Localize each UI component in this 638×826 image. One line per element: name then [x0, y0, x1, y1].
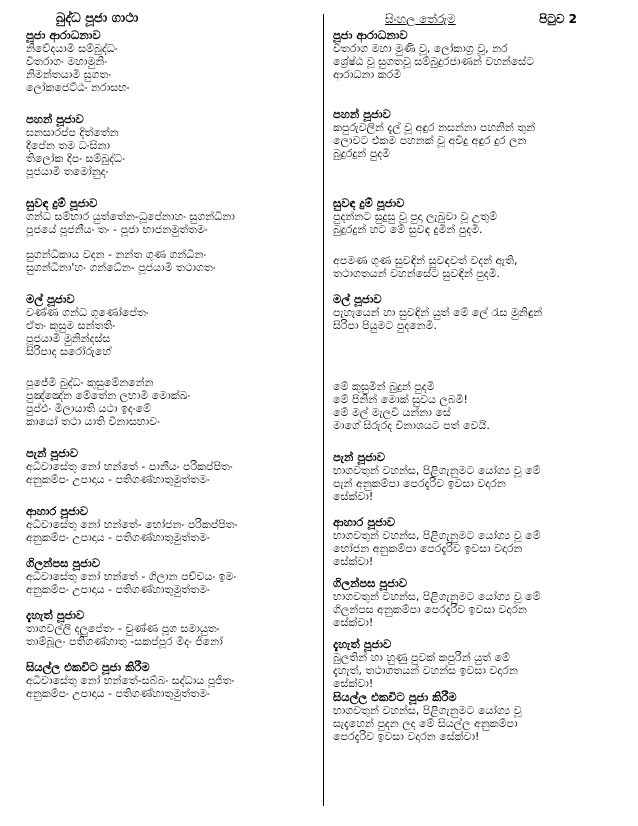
verse-line: තාගවල්ලි දලුපේතං - චුණ්ණ පූග සමායුතං — [26, 622, 220, 635]
meaning-line: සේක්වා! — [333, 677, 374, 690]
section-suwanda-pali — [26, 196, 316, 274]
section-title: සුවඳ දුම් පූජාව — [333, 196, 405, 210]
verse-line: පූජයේ පූජනීයං තං - පූජා භාජනමුත්තමං — [26, 223, 208, 236]
pali-column — [26, 10, 316, 700]
section-title: ගිලන්පස පූජාව — [26, 556, 101, 570]
page-number: පිටුව 2 — [539, 12, 577, 26]
verse-line: ඝනසාරප්ප දිත්තේන — [26, 126, 119, 139]
verse-line: පුප්ඵං මිලායාති යථා ඉදංමේ — [26, 402, 151, 415]
meaning-line: විතරාග මහා මුණි වූ, ලෝකාග්‍ර වූ, නර — [333, 42, 508, 55]
section-pahan-sinhala — [333, 107, 623, 160]
verse-line: අධිවාසේතු නෝ භන්තේ- භෝජනං පරිකප්පිතං — [26, 518, 238, 531]
section-pan-sinhala — [333, 450, 623, 503]
meaning-line: සැදැහෙන් පුදන ලද මේ සියල්ල අනුකම්පා — [333, 717, 518, 730]
meaning-line: අපමණ ගුණ සුවඳින් සුවඳවත් වදන් ඇති, — [333, 254, 518, 267]
section-siyalla-pali — [26, 660, 316, 700]
meaning-line: බුලතින් හා හුණු පුවක් කපුරින් යුත් මේ — [333, 651, 510, 664]
column-header — [333, 10, 623, 28]
section-title: පහන් පූජාව — [333, 107, 391, 121]
section-title: දැහැත් පූජාව — [26, 608, 85, 622]
section-suwanda-sinhala — [333, 196, 623, 280]
meaning-line: කපුරුවලින් දැල් වූ අඳුර නසන්නා පහනින් තුන් — [333, 121, 536, 134]
meaning-line: පැහැයෙන් හා සුවඳින් යුත් මේ ලේ රැස මුනිඳුන් — [333, 306, 543, 319]
verse-line: තිලෝක දීපං සම්බුද්ධං — [26, 152, 125, 165]
section-dehet-sinhala — [333, 637, 623, 690]
meaning-line: ශ්‍රේෂ්ඨ වූ සුගතවූ සම්බුදුරජාණන් වහන්සේට — [333, 55, 535, 68]
section-ahara-pali — [26, 504, 316, 544]
page-title: බුද්ධ පූජා ගාථා — [56, 11, 139, 26]
section-title: සියල්ල එකවිට පූජා කිරීම — [26, 660, 150, 674]
section-dehet-pali — [26, 608, 316, 648]
meaning-line: බුදුරදුන් පුදමි — [333, 147, 390, 160]
verse-line: පුඤ්ඤේන මේතේන ලභාමි මොක්ඛං — [26, 389, 191, 402]
section-aradhana-pali — [26, 28, 316, 94]
verse-line: අනුකම්පං උපාදාය - පතිගණ්හාතුමුත්තමං — [26, 687, 210, 700]
meaning-line: සේක්වා! — [333, 490, 374, 503]
meaning-line: සේක්වා! — [333, 616, 374, 629]
meaning-line: මේ මල් මැලවී යන්නා සේ — [333, 406, 451, 419]
verse-line: වණ්ණ ගන්ධ ගුණෝපේතං — [26, 306, 149, 319]
section-ahara-sinhala — [333, 515, 623, 568]
meaning-line: ආරාධනා කරමි — [333, 68, 402, 81]
verse-line: ලෝකජෙට්ඨං නරාසභං — [26, 81, 130, 94]
verse-line: දීපේන තම ධංසිනා — [26, 139, 110, 152]
section-mal-sinhala — [333, 292, 623, 432]
section-gilanpasa-pali — [26, 556, 316, 596]
section-title: මල් පූජාව — [26, 292, 75, 306]
section-mal-pali — [26, 292, 316, 428]
verse-line: අධිවාසේතු නෝ භන්තේ-සබ්බං සද්ධාය පූජිතං — [26, 674, 235, 687]
verse-line: කායෝ තථා යාති විනාසභාවං — [26, 415, 160, 428]
meaning-line: පෙරදැරිව ඉවසා වදාරන සේක්වා! — [333, 730, 480, 743]
meaning-line: පැන් අනුකම්පා පෙරදැරිව ඉවසා වදාරන — [333, 477, 506, 490]
verse-line: ඒතං කුසුම සන්තතිං — [26, 319, 116, 332]
section-title: ආහාර පූජාව — [26, 504, 89, 518]
verse-line: අනුකම්පං උපාදාය - පතිගණ්හාතුමුත්තමං — [26, 473, 210, 486]
section-title: සුවඳ දුම් පූජාව — [26, 196, 98, 210]
verse-line: අධිවාසේතු නෝ භන්තේ - ගිලාන පච්චයං ඉමං — [26, 570, 237, 583]
meaning-line: සේක්වා! — [333, 555, 374, 568]
verse-line: අධිවාසේතු නෝ භන්තේ - පානීයං පරිකප්පිතං — [26, 460, 233, 473]
section-title: පූජා ආරාධනාව — [26, 28, 101, 42]
meaning-line: භාගවතුන් වහන්ස, පිළිගැනුමට යෝග්‍ය වූ මේ — [333, 529, 541, 542]
verse-line: තාම්බූලං පතිගණ්හාතු -සකප්පූර මිදං ජිනෝ — [26, 635, 223, 648]
meaning-line: බුදුරදුන් හට මේ සුවඳ දුමින් පුදමි. — [333, 223, 483, 236]
section-title: සියල්ල එකවිට පූජා කිරීම — [333, 690, 457, 704]
section-pan-pali — [26, 446, 316, 486]
section-gilanpasa-sinhala — [333, 576, 623, 629]
column-divider — [323, 14, 324, 806]
verse-line: සිරිපාද සරෝරුහේ — [26, 345, 112, 358]
meaning-line: පුදන්නට සුදුසු වූ පුදා ලැබුවා වූ උතුම් — [333, 210, 498, 223]
section-title: ආහාර පූජාව — [333, 515, 396, 529]
verse-line: අනුකම්පං උපාදාය - පතිගණ්හාතුමුත්තමං — [26, 583, 210, 596]
sinhala-column — [333, 10, 623, 743]
section-siyalla-sinhala — [333, 690, 623, 743]
meaning-line: දැහැත්, තථාගතයන් වහන්ස ඉවසා වදාරන — [333, 664, 518, 677]
section-title: පූජා ආරාධනාව — [333, 28, 408, 42]
meaning-line: සිරිපා පියුමට පුදනෙමි. — [333, 319, 437, 332]
meaning-line: තථාගතයන් වහන්සේට සුවඳින් පුදමි. — [333, 267, 501, 280]
section-title: පහන් පූජාව — [26, 112, 84, 126]
section-title: පැන් පූජාව — [26, 446, 78, 460]
meaning-line: ලොවට එකම පහනක් වූ අවිදු අඳුර දුර ලන — [333, 134, 527, 147]
verse-line: ගන්ධ සම්භාර යුත්තේන-ධූපේනාහං සුගන්ධිනා — [26, 210, 235, 223]
meaning-line: භෝජන අනුකම්පා පෙරදැරිව ඉවසා වදාරන — [333, 542, 523, 555]
verse-line: පූජේමි බුද්ධං කුසුමේනනේන — [26, 376, 154, 389]
verse-line: සුගන්ධිකාය වදන - නන්ත ගුණ ගන්ධිනං — [26, 248, 207, 261]
verse-line: පූජයාමි මුනින්දස්ස — [26, 332, 111, 345]
section-title: මල් පූජාව — [333, 292, 382, 306]
meaning-line: මේ කුසුමින් බුදුන් පුදමි — [333, 380, 435, 393]
section-aradhana-sinhala — [333, 28, 623, 81]
section-pahan-pali — [26, 112, 316, 178]
verse-line: නිවේදයාමි සම්බුද්ධං — [26, 42, 118, 55]
verse-line: අනුකම්පං උපාදාය - පතිගණ්හාතුමුත්තමං — [26, 531, 210, 544]
verse-line: විතරාගං මහාමුනිං — [26, 55, 108, 68]
meaning-line: භාගවතුන් වහන්ස, පිළිගැනුමට යෝග්‍ය වූ මේ — [333, 464, 541, 477]
section-title: ගිලන්පස පූජාව — [333, 576, 408, 590]
meaning-line: භාගවතුන් වහන්ස, පිළිගැනුමට යෝග්‍ය වූ මේ — [333, 590, 541, 603]
section-title: දැහැත් පූජාව — [333, 637, 392, 651]
section-title: පැන් පූජාව — [333, 450, 385, 464]
meaning-line: ගිලන්පස අනුකම්පා පෙරදැරිව ඉවසා වදාරන — [333, 603, 527, 616]
verse-line: නිමන්තයාමි සුගතං — [26, 68, 112, 81]
meaning-line: භාගවතුන් වහන්ස, පිළිගැනුමට යෝග්‍ය වූ — [333, 704, 522, 717]
meaning-line: මේ පිනින් මොක් සුවය ලබමි! — [333, 393, 468, 406]
series-title: සිංහල තේරුම — [385, 12, 456, 26]
verse-line: පූජයාමි තමෝනුදං — [26, 165, 109, 178]
verse-line: සුගන්ධිනා'හං ගන්ධේන- පූජයාමි තථාගතං — [26, 261, 216, 274]
meaning-line: මාගේ සිරුරද විනාශයට පත් වෙයි. — [333, 419, 490, 432]
